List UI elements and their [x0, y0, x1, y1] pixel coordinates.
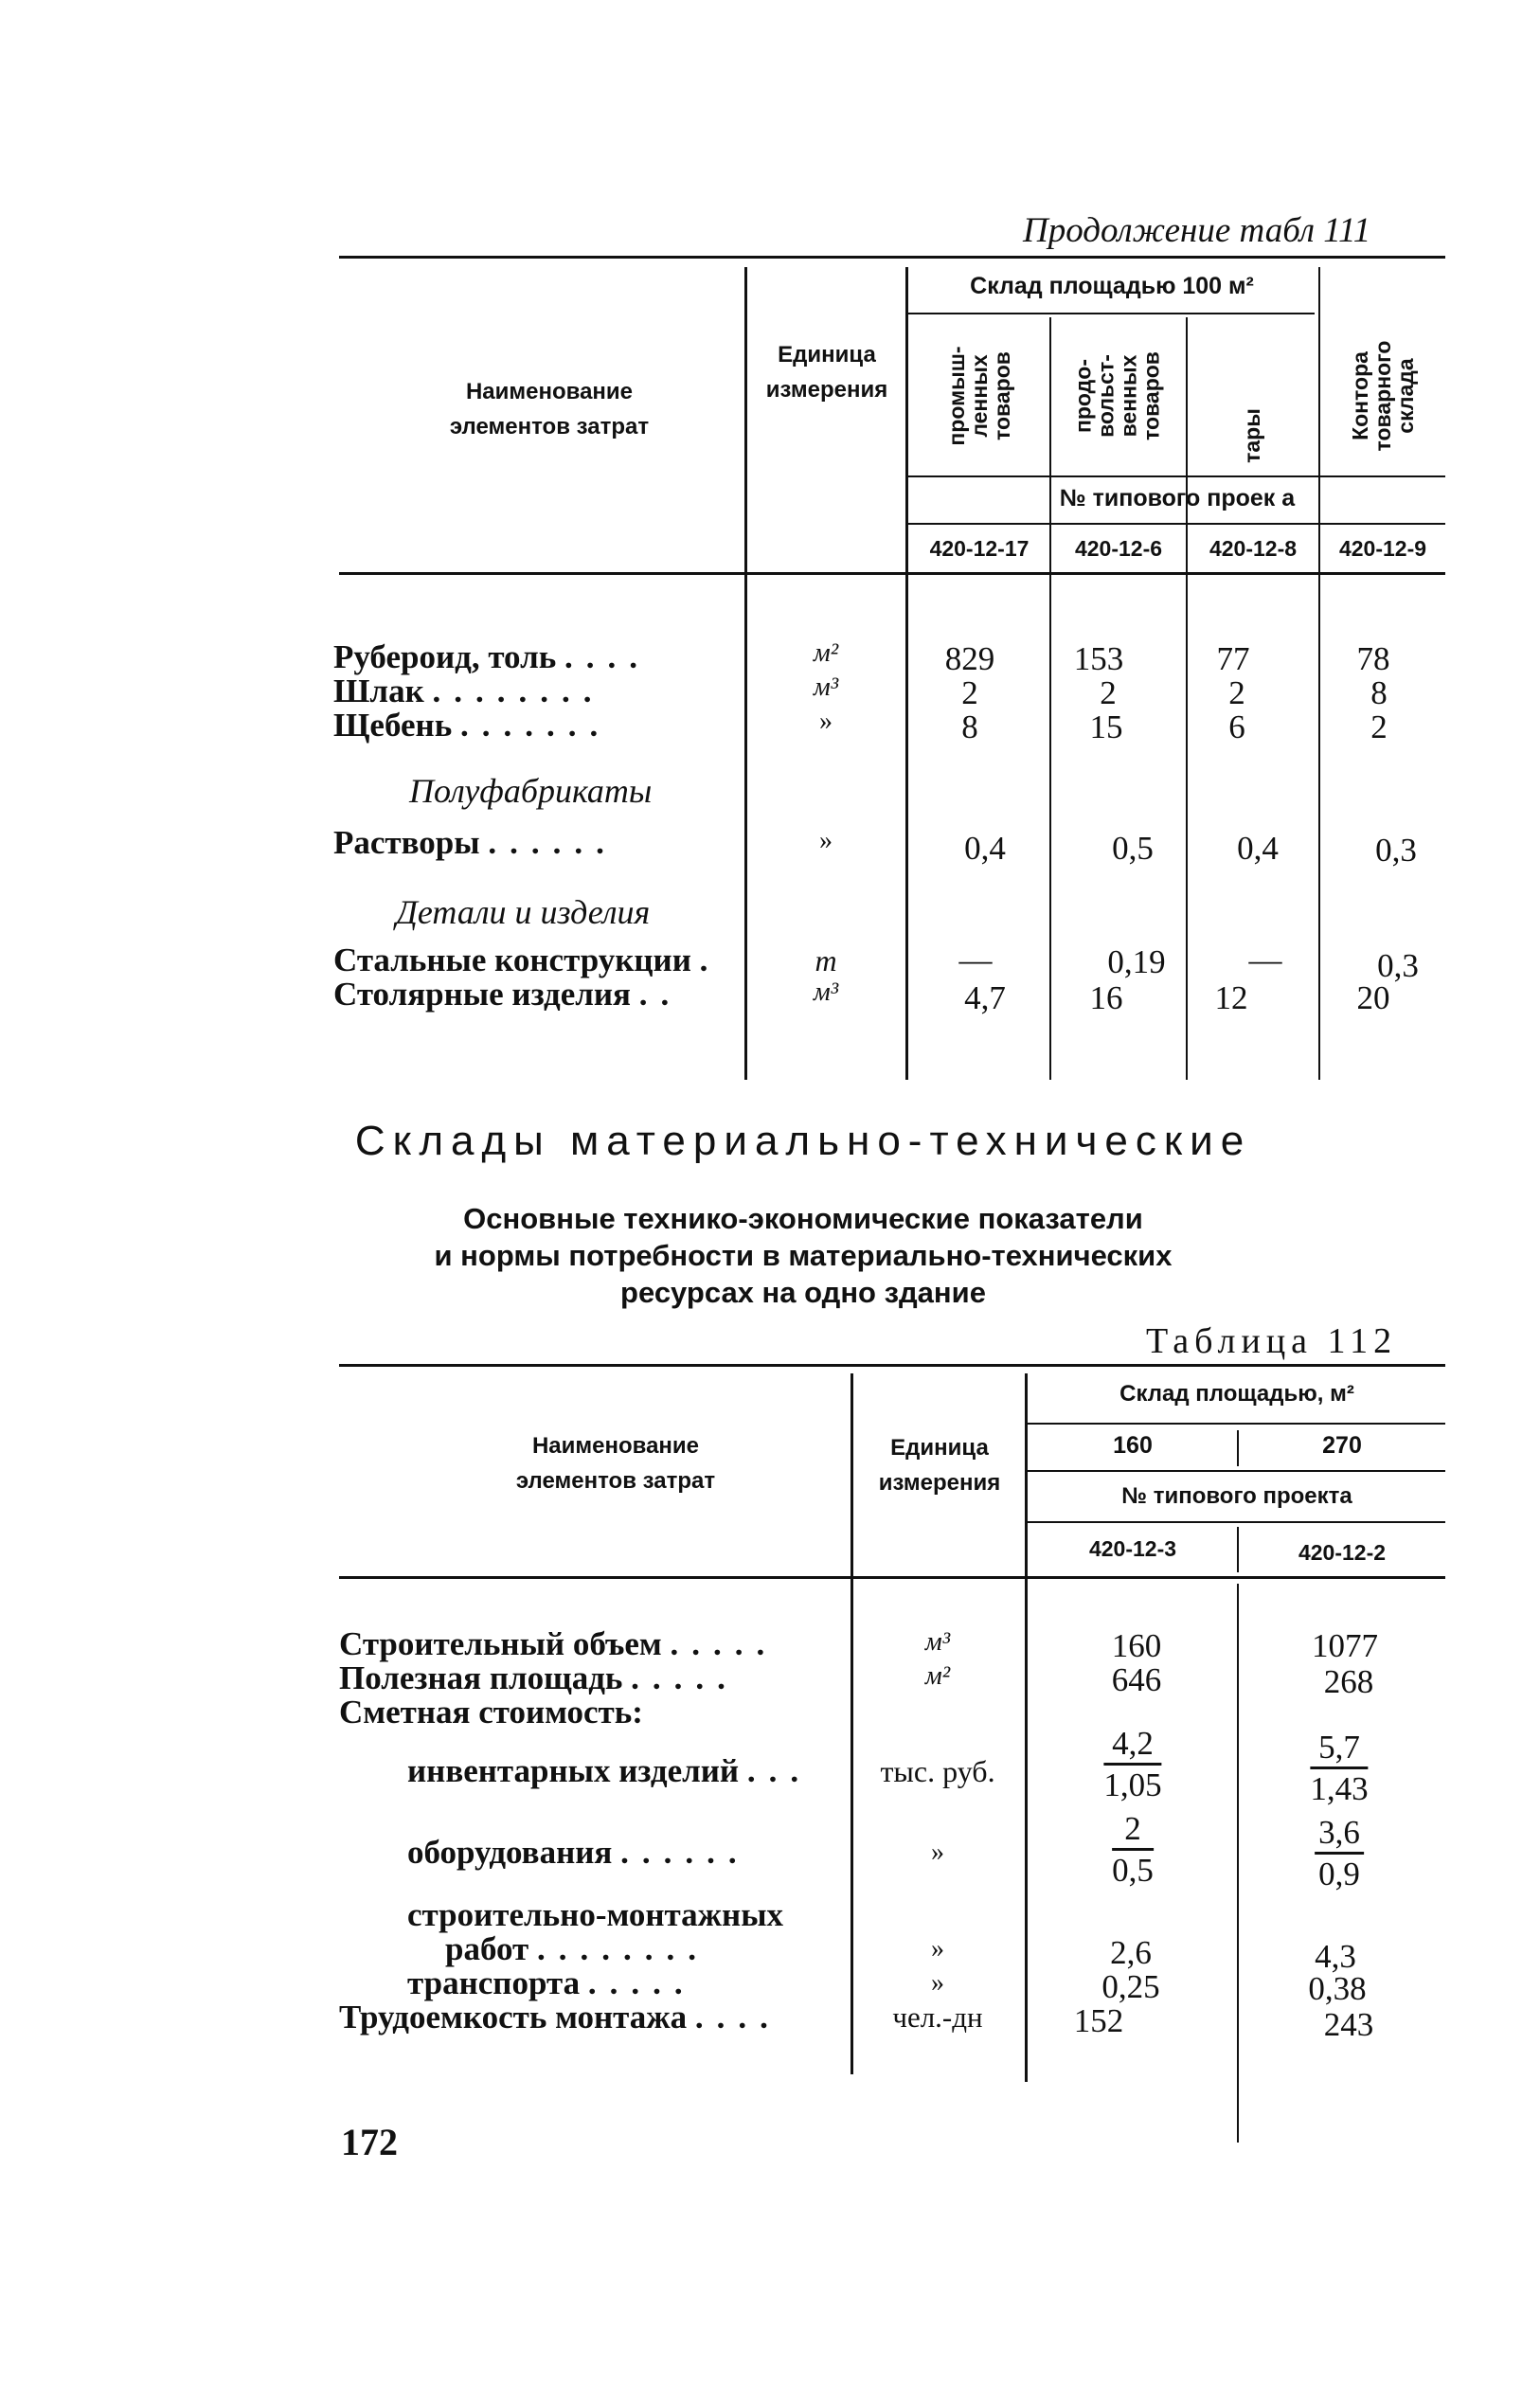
t111-v-solutions-3: 0,4	[1237, 830, 1279, 867]
t112-vline-unit-left	[851, 1373, 853, 2074]
t112-unit-header: Единица измерения	[878, 1435, 1001, 1497]
t111-v-steel-1: —	[958, 941, 993, 978]
t112-row-construction: строительно-монтажных	[407, 1896, 784, 1933]
page-number: 172	[341, 2121, 398, 2163]
t111-project-header: № типового проек а	[1059, 485, 1296, 511]
t111-vline-c3	[1318, 267, 1320, 1080]
t112-vline-unit-right	[1025, 1373, 1028, 2082]
t112-v-volume-2: 1077	[1312, 1627, 1378, 1664]
t112-unit-inventory: тыс. руб.	[880, 1754, 995, 1788]
t111-v-joinery-4: 20	[1356, 979, 1390, 1016]
t111-sub1-header: промыш- ленных товаров	[943, 346, 1015, 446]
t111-row-joinery: Столярные изделия ..	[333, 976, 683, 1013]
t112-header-bottom-rule	[339, 1576, 1445, 1579]
t112-row-cost: Сметная стоимость:	[339, 1694, 643, 1731]
t111-v-ruberoid-2: 153	[1073, 640, 1124, 677]
t112-row-inventory: инвентарных изделий ...	[407, 1752, 813, 1789]
t112-v-labor-2: 243	[1323, 2006, 1374, 2043]
t111-unit-solutions: »	[819, 826, 833, 855]
t111-v-joinery-3: 12	[1214, 979, 1248, 1016]
t112-unit-transport: »	[931, 1968, 944, 1998]
t112-unit-volume: м³	[924, 1627, 951, 1657]
t111-v-steel-3: —	[1248, 941, 1282, 978]
t112-project-rule	[1027, 1521, 1445, 1523]
t111-v-ruberoid-1: 829	[944, 640, 995, 677]
t112-row-equipment: оборудования ......	[407, 1834, 750, 1871]
t112-v-transport-1: 0,25	[1101, 1968, 1160, 2005]
t112-code-2: 420-12-2	[1298, 1540, 1387, 1565]
t112-row-construction-2: работ ........	[445, 1930, 709, 1967]
t111-v-gravel-3: 6	[1228, 708, 1245, 745]
fraction-denominator: 1,43	[1310, 1769, 1369, 1807]
t112-unit-construction: »	[931, 1934, 944, 1964]
t112-group-rule	[1027, 1423, 1445, 1425]
t111-code-1: 420-12-17	[929, 536, 1030, 561]
fraction-numerator: 2	[1112, 1811, 1154, 1851]
t111-unit-ruberoid: м²	[813, 638, 839, 668]
t111-unit-steel: т	[815, 943, 837, 977]
t112-row-transport: транспорта .....	[407, 1964, 696, 2001]
t111-vline-c2	[1186, 317, 1188, 1080]
t111-code-4: 420-12-9	[1338, 536, 1427, 561]
t111-vline-unit-right	[905, 267, 908, 1080]
t111-row-slag: Шлак ........	[333, 672, 605, 709]
t112-area-rule	[1027, 1470, 1445, 1472]
t112-unit-area: м²	[924, 1661, 951, 1691]
t111-top-rule	[339, 256, 1445, 259]
fraction-denominator: 0,9	[1318, 1855, 1360, 1892]
t111-section-parts: Детали и изделия	[396, 893, 651, 931]
t111-group-rule	[907, 313, 1315, 314]
t112-area-270: 270	[1322, 1432, 1362, 1459]
t112-row-volume: Строительный объем .....	[339, 1625, 779, 1662]
t111-row-solutions: Растворы ......	[333, 824, 618, 861]
t111-name-header: Наименование элементов затрат	[449, 379, 650, 440]
t111-header-bottom-rule	[339, 572, 1445, 575]
t111-v-solutions-4: 0,3	[1375, 832, 1417, 869]
t111-v-gravel-1: 8	[961, 708, 978, 745]
t111-row-gravel: Щебень .......	[333, 707, 612, 744]
t112-name-header: Наименование элементов затрат	[515, 1433, 716, 1495]
t112-row-labor: Трудоемкость монтажа ....	[339, 1999, 781, 2035]
t111-vline-c1	[1049, 317, 1051, 1080]
t111-v-ruberoid-3: 77	[1216, 640, 1250, 677]
t112-top-rule	[339, 1364, 1445, 1367]
t112-unit-equipment: »	[931, 1838, 944, 1867]
continuation-caption: Продолжение табл 111	[1023, 211, 1371, 250]
t111-group-header: Склад площадью 100 м²	[970, 273, 1254, 299]
t111-code-3: 420-12-8	[1209, 536, 1298, 561]
t111-unit-gravel: »	[819, 707, 833, 736]
t111-row-ruberoid: Рубероид, толь ....	[333, 638, 651, 675]
t112-v-construction-1: 2,6	[1110, 1934, 1152, 1971]
fraction-denominator: 1,05	[1103, 1766, 1162, 1803]
t111-v-joinery-2: 16	[1089, 979, 1123, 1016]
t112-project-header: № типового проекта	[1121, 1483, 1352, 1509]
t111-v-slag-3: 2	[1228, 674, 1245, 711]
t111-unit-header: Единица измерения	[765, 342, 888, 403]
t112-v-volume-1: 160	[1111, 1627, 1162, 1664]
fraction-numerator: 3,6	[1315, 1815, 1364, 1855]
t111-v-slag-1: 2	[961, 674, 978, 711]
t112-v-inventory-1	[1103, 1726, 1161, 1803]
t111-v-solutions-1: 0,4	[964, 830, 1006, 867]
t111-v-joinery-1: 4,7	[964, 979, 1006, 1016]
t111-v-gravel-2: 15	[1089, 708, 1123, 745]
t112-v-inventory-2	[1310, 1730, 1368, 1807]
fraction-numerator: 5,7	[1310, 1730, 1368, 1769]
t111-v-gravel-4: 2	[1370, 708, 1388, 745]
t112-v-transport-2: 0,38	[1308, 1970, 1367, 2007]
t111-section-semi: Полуфабрикаты	[409, 772, 653, 810]
t111-sub3-header: тары	[1239, 408, 1264, 463]
section-subtitle: Основные технико-экономические показатели и нормы потребности в материально-технических ресурсах на одно здание	[434, 1202, 1173, 1309]
t111-v-steel-2: 0,19	[1107, 943, 1166, 980]
t111-sub-rule	[907, 475, 1445, 477]
t111-v-ruberoid-4: 78	[1356, 640, 1390, 677]
t112-area-160: 160	[1113, 1432, 1153, 1459]
fraction-denominator: 0,5	[1112, 1851, 1154, 1889]
t112-v-area-1: 646	[1111, 1661, 1162, 1698]
t111-code-2: 420-12-6	[1074, 536, 1163, 561]
t111-v-slag-4: 8	[1370, 674, 1388, 711]
t112-v-equipment-1	[1112, 1811, 1154, 1889]
t112-group-header: Склад площадью, м²	[1119, 1381, 1354, 1407]
t112-v-equipment-2	[1315, 1815, 1364, 1892]
t111-v-slag-2: 2	[1100, 674, 1117, 711]
t112-code-1: 420-12-3	[1088, 1536, 1177, 1561]
t112-row-area: Полезная площадь .....	[339, 1659, 739, 1696]
t111-row-steel: Стальные конструкции .	[333, 941, 722, 978]
t111-v-solutions-2: 0,5	[1112, 830, 1154, 867]
t112-vline-c1c	[1237, 1584, 1239, 2143]
t111-sub4-header: Контора товарного склада	[1347, 340, 1419, 452]
t111-project-rule	[907, 523, 1445, 525]
fraction-numerator: 4,2	[1103, 1726, 1161, 1766]
t111-unit-slag: м³	[813, 672, 839, 702]
t112-v-area-2: 268	[1323, 1663, 1374, 1700]
t111-unit-joinery: м³	[813, 977, 839, 1007]
t111-v-steel-4: 0,3	[1377, 947, 1419, 984]
section-title: Склады материально-технические	[354, 1118, 1252, 1164]
table112-caption: Таблица 112	[1146, 1321, 1398, 1361]
t111-sub2-header: продо- вольст- венных товаров	[1070, 351, 1165, 440]
t112-unit-labor: чел.-дн	[892, 2000, 983, 2034]
t111-vline-unit-left	[744, 267, 747, 1080]
t112-v-labor-1: 152	[1073, 2002, 1124, 2039]
t112-v-construction-2: 4,3	[1315, 1938, 1356, 1975]
